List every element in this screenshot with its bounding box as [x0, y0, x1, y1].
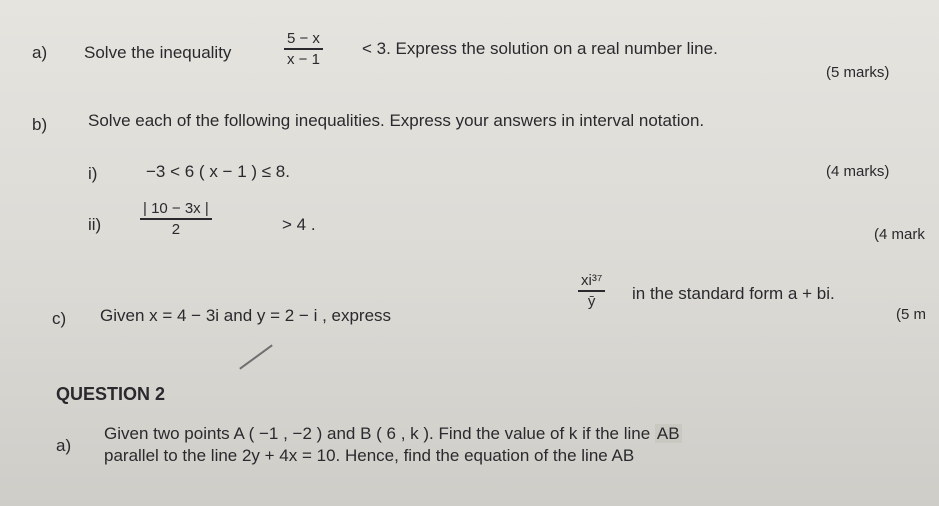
part-b-ii-fraction	[140, 200, 212, 238]
part-b-ii-marks: (4 mark	[874, 226, 925, 243]
part-a-fraction	[284, 30, 323, 68]
part-b-ii-text-after: > 4 .	[282, 215, 316, 234]
part-a-label: a)	[32, 43, 48, 62]
question-2-a-line2: parallel to the line 2y + 4x = 10. Hence, find the equation of the line AB	[104, 446, 635, 465]
part-b-text: Solve each of the following inequalities. Express your answers in interval notation.	[88, 111, 705, 130]
fraction-numerator: 5 − x	[284, 30, 323, 50]
part-b-i-expression: −3 < 6 ( x − 1 ) ≤ 8.	[146, 162, 290, 181]
part-b-ii-label: ii)	[88, 215, 102, 234]
part-b-i-marks: (4 marks)	[826, 163, 890, 180]
part-c-label: c)	[52, 309, 67, 328]
part-c-text-after: in the standard form a + bi.	[632, 284, 835, 303]
fraction-numerator: xi³⁷	[578, 272, 605, 292]
question-2-a-line1	[104, 424, 682, 444]
part-b-i-label: i)	[88, 164, 98, 183]
part-c-text: Given x = 4 − 3i and y = 2 − i , express	[100, 306, 392, 325]
fraction-numerator: | 10 − 3x |	[140, 200, 212, 220]
fraction-denominator: ȳ	[587, 293, 596, 310]
question-2-a-line1-end: AB	[656, 424, 680, 443]
question-2-heading: QUESTION 2	[56, 384, 166, 404]
part-a-text-after: < 3. Express the solution on a real number line.	[362, 39, 718, 58]
part-b-label: b)	[32, 115, 48, 134]
pen-stroke	[239, 344, 273, 369]
fraction-denominator: 2	[171, 221, 181, 238]
part-c-fraction	[578, 272, 605, 310]
question-2-a-label: a)	[56, 436, 72, 455]
fraction-denominator: x − 1	[287, 51, 320, 68]
question-2-a-line1-text: Given two points A ( −1 , −2 ) and B ( 6 , k ). Find the value of k if the line	[104, 424, 651, 443]
part-c-marks: (5 m	[896, 306, 926, 323]
part-a-text: Solve the inequality	[84, 43, 232, 62]
part-a-marks: (5 marks)	[826, 64, 890, 81]
